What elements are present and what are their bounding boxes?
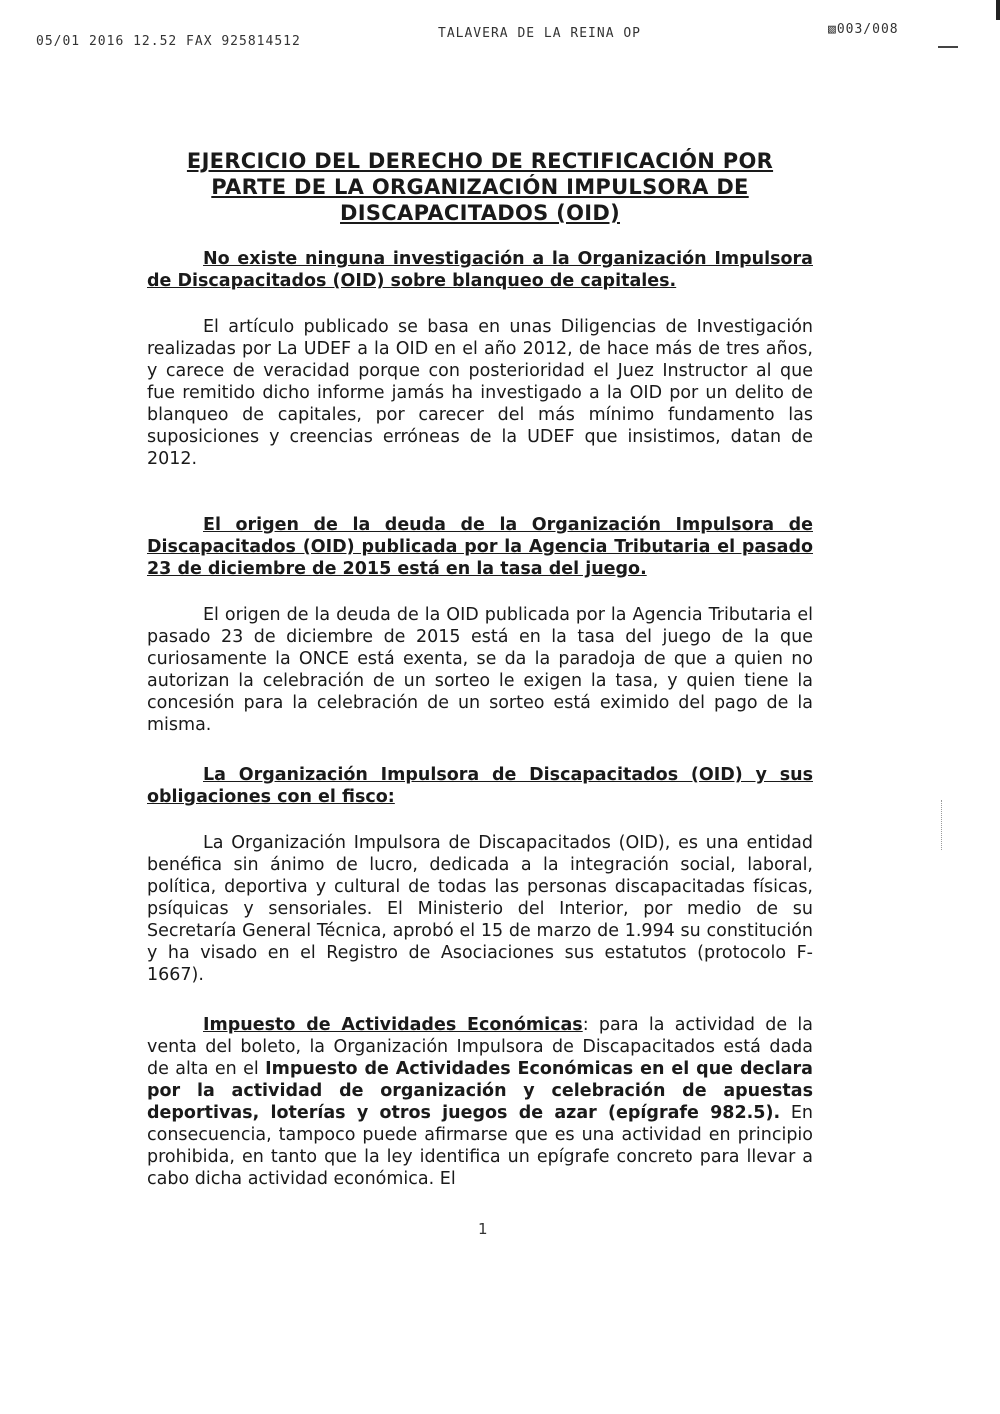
page-number: 1 (478, 1220, 488, 1238)
iae-text-2: En consecuencia, tampoco puede afirmarse que es una actividad en principio prohibida, en tanto que la ley identifica un epígrafe concreto para llevar a cabo dicha actividad económica. El (147, 1103, 813, 1189)
iae-text-1: : para la actividad de la venta del boleto, la Organización Impulsora de Discapacitados está dada de alta en el (147, 1015, 813, 1079)
document-body (147, 148, 813, 1218)
scan-edge-mark (996, 0, 1000, 20)
fax-header (36, 22, 916, 49)
scan-artifact (941, 800, 944, 850)
section-heading-deuda: El origen de la deuda de la Organización Impulsora de Discapacitados (OID) publicada por la Agencia Tributaria el pasado 23 de diciembre de 2015 está en la tasa del juego. (147, 515, 813, 579)
scan-mark (938, 46, 958, 48)
fax-transmission-info: 05/01 2016 12.52 FAX 925814512 (36, 34, 301, 49)
fax-page-counter: ▧003/008 (828, 22, 899, 37)
iae-bold-text: Impuesto de Actividades Económicas en el que declara por la actividad de organización y celebración de apuestas deportivas, loterías y otros juegos de azar (epígrafe 982.5). (147, 1059, 813, 1123)
section-body-iae (147, 1014, 813, 1190)
section-heading-fisco: La Organización Impulsora de Discapacitados (OID) y sus obligaciones con el fisco: (147, 765, 813, 807)
fax-sender: TALAVERA DE LA REINA OP (438, 26, 642, 41)
iae-lead: Impuesto de Actividades Económicas (203, 1015, 583, 1035)
document-title: EJERCICIO DEL DERECHO DE RECTIFICACIÓN POR PARTE DE LA ORGANIZACIÓN IMPULSORA DE DISCAPACITADOS (OID) (186, 149, 774, 225)
section-body-deuda: El origen de la deuda de la OID publicada por la Agencia Tributaria el pasado 23 de diciembre de 2015 está en la tasa del juego de la que curiosamente la ONCE está exenta, se da la paradoja de que a quien no autorizan la celebración de un sorteo le exigen la tasa, y quien tiene la concesión para la celebración de un sorteo está eximido del pago de la misma. (147, 605, 813, 735)
section-heading-investigacion: No existe ninguna investigación a la Organización Impulsora de Discapacitados (OID) sobre blanqueo de capitales. (147, 249, 813, 291)
section-body-fisco: La Organización Impulsora de Discapacitados (OID), es una entidad benéfica sin ánimo de lucro, dedicada a la integración social, laboral, política, deportiva y cultural de todas las personas discapacitadas físicas, psíquicas y sensoriales. El Ministerio del Interior, por medio de su Secretaría General Técnica, aprobó el 15 de marzo de 1.994 su constitución y ha visado en el Registro de Asociaciones sus estatutos (protocolo F-1667). (147, 833, 813, 985)
section-body-investigacion: El artículo publicado se basa en unas Diligencias de Investigación realizadas por La UDEF a la OID en el año 2012, de hace más de tres años, y carece de veracidad porque con posterioridad el Juez Instructor al que fue remitido dicho informe jamás ha investigado a la OID por un delito de blanqueo de capitales, por carecer del más mínimo fundamento las suposiciones y creencias erróneas de la UDEF que insistimos, datan de 2012. (147, 317, 813, 469)
